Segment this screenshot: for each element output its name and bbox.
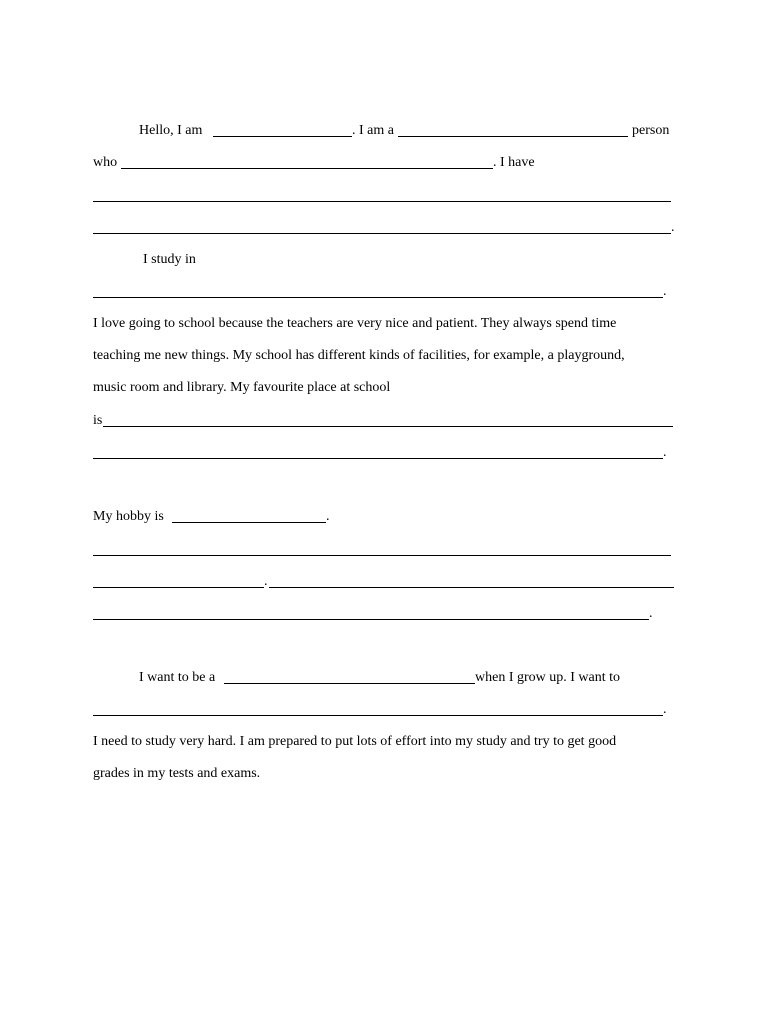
intro-hello-text: Hello, I am — [139, 123, 203, 138]
have-blank-1[interactable] — [93, 189, 671, 202]
intro-line-1 — [93, 121, 675, 141]
person-type-blank[interactable] — [398, 124, 628, 137]
school-blank[interactable] — [93, 285, 663, 298]
intro-person-text: person — [632, 123, 670, 138]
name-blank[interactable] — [213, 124, 352, 137]
who-blank[interactable] — [121, 156, 493, 169]
school-para-line-3 — [93, 378, 675, 398]
intro-iama-text: . I am a — [352, 123, 394, 138]
hobby-line-1 — [93, 507, 675, 527]
future-para-line-1 — [93, 732, 675, 752]
school-para-text-3: music room and library. My favourite place at school — [93, 380, 391, 395]
intro-line-3 — [93, 186, 675, 206]
hobby-end-period: . — [649, 606, 653, 621]
hobby-detail-blank-1[interactable] — [93, 543, 671, 556]
school-line-2 — [93, 282, 675, 302]
future-para-text-1: I need to study very hard. I am prepared to put lots of effort into my study and try to get good — [93, 734, 617, 749]
school-line-1 — [93, 250, 675, 270]
favourite-place-line-1 — [93, 411, 675, 431]
hobby-detail-blank-3[interactable] — [269, 575, 674, 588]
when-i-grow-up-text: when I grow up. I want to — [475, 670, 621, 685]
want-to-blank[interactable] — [93, 703, 663, 716]
school-para-text-2: teaching me new things. My school has different kinds of facilities, for example, a playground, — [93, 348, 625, 363]
hobby-line-2 — [93, 540, 675, 560]
favourite-place-blank-2[interactable] — [93, 446, 663, 459]
i-study-in-text: I study in — [143, 252, 196, 267]
favourite-place-blank-1[interactable] — [103, 414, 673, 427]
hobby-mid-period: . — [264, 574, 268, 589]
is-text: is — [93, 413, 103, 428]
hobby-line-3 — [93, 572, 675, 592]
future-para-text-2: grades in my tests and exams. — [93, 766, 261, 781]
my-hobby-is-text: My hobby is — [93, 509, 164, 524]
hobby-detail-blank-4[interactable] — [93, 607, 649, 620]
intro-line-2 — [93, 153, 675, 173]
intro-ihave-text: . I have — [493, 155, 535, 170]
hobby-detail-blank-2[interactable] — [93, 575, 264, 588]
intro-end-period: . — [671, 220, 675, 235]
intro-line-4 — [93, 218, 675, 238]
future-end-period: . — [663, 702, 667, 717]
i-want-to-be-text: I want to be a — [139, 670, 216, 685]
school-end-period: . — [663, 284, 667, 299]
future-line-1 — [93, 668, 675, 688]
school-para-line-1 — [93, 314, 675, 334]
future-para-line-2 — [93, 764, 675, 784]
hobby-blank[interactable] — [172, 510, 326, 523]
hobby-line-4 — [93, 604, 675, 624]
future-line-2 — [93, 700, 675, 720]
hobby-period: . — [326, 509, 330, 524]
favourite-place-end-period: . — [663, 445, 667, 460]
have-blank-2[interactable] — [93, 221, 671, 234]
intro-who-text: who — [93, 155, 118, 170]
school-para-text-1: I love going to school because the teachers are very nice and patient. They always spend time — [93, 316, 617, 331]
favourite-place-line-2 — [93, 443, 675, 463]
career-blank[interactable] — [224, 671, 475, 684]
school-para-line-2 — [93, 346, 675, 366]
